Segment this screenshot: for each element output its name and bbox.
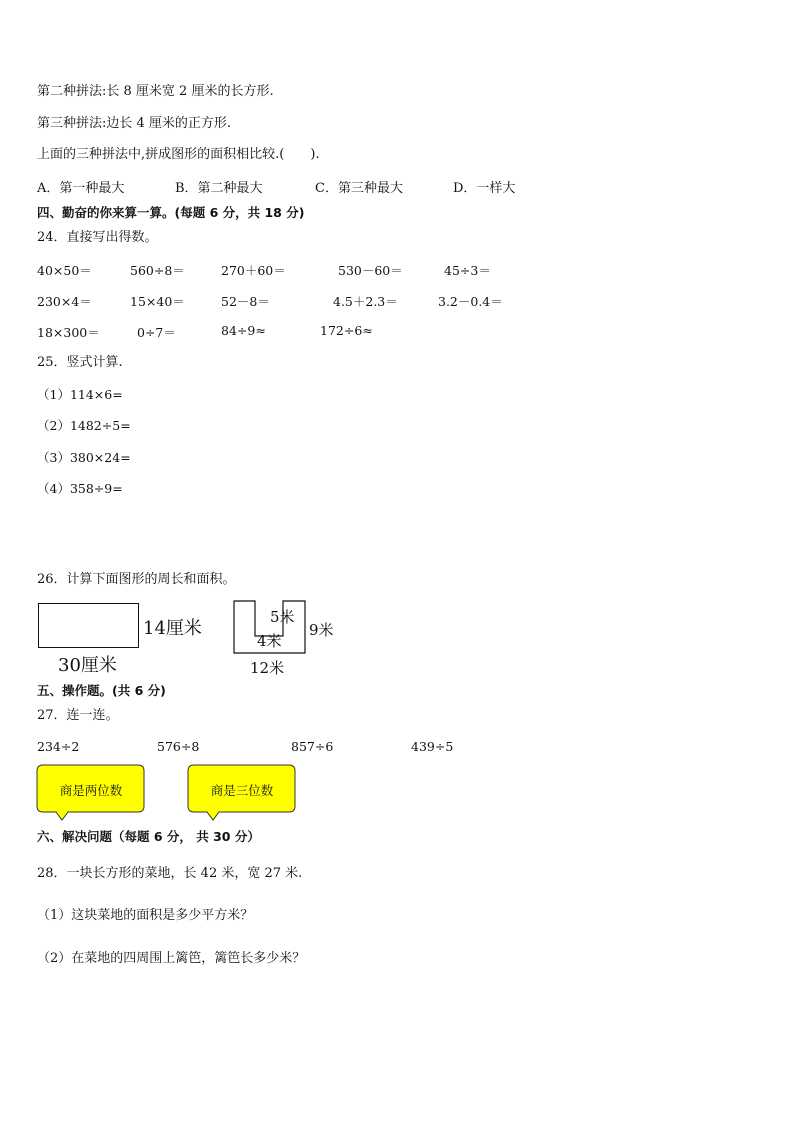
q27-title: 27．连一连。 bbox=[37, 708, 119, 723]
q25-item: （3）380×24= bbox=[37, 450, 131, 465]
q27-expression: 576÷8 bbox=[157, 739, 200, 754]
q25-item: （1）114×6= bbox=[37, 387, 123, 402]
q23-option-a: A．第一种最大 bbox=[37, 181, 125, 196]
shape-height-label: 9米 bbox=[309, 621, 334, 639]
q25-item: （2）1482÷5= bbox=[37, 418, 131, 433]
notch-width-label: 5米 bbox=[270, 608, 295, 626]
q27-expression: 857÷6 bbox=[291, 739, 334, 754]
q28-part2: （2）在菜地的四周围上篱笆，篱笆长多少米？ bbox=[37, 951, 306, 966]
q23-prompt: 上面的三种拼法中,拼成图形的面积相比较.( ). bbox=[37, 147, 320, 162]
q23-option-c: C．第三种最大 bbox=[315, 181, 403, 196]
q24-item: 84÷9≈ bbox=[221, 323, 266, 338]
q24-item: 560÷8＝ bbox=[130, 263, 185, 278]
q23-line3: 第三种拼法:边长 4 厘米的正方形. bbox=[37, 116, 232, 131]
section4-title: 四、勤奋的你来算一算。(每题 6 分，共 18 分) bbox=[37, 205, 305, 220]
q24-item: 52－8＝ bbox=[221, 294, 270, 309]
q24-item: 18×300＝ bbox=[37, 325, 100, 340]
q24-item: 15×40＝ bbox=[130, 294, 185, 309]
callout-three-digit-label: 商是三位数 bbox=[210, 783, 274, 798]
q24-item: 3.2－0.4＝ bbox=[438, 294, 503, 309]
q24-item: 45÷3＝ bbox=[444, 263, 491, 278]
q27-expression: 234÷2 bbox=[37, 739, 80, 754]
q26-rectangle bbox=[38, 603, 139, 648]
rect-height-label: 14厘米 bbox=[143, 618, 202, 639]
q23-line2: 第二种拼法:长 8 厘米宽 2 厘米的长方形. bbox=[37, 84, 274, 99]
q23-option-b: B．第二种最大 bbox=[175, 181, 263, 196]
q24-title: 24．直接写出得数。 bbox=[37, 230, 158, 245]
q24-item: 4.5＋2.3＝ bbox=[333, 294, 398, 309]
q27-expression: 439÷5 bbox=[411, 739, 454, 754]
q24-item: 270＋60＝ bbox=[221, 263, 286, 278]
q28-title: 28．一块长方形的菜地，长 42 米，宽 27 米. bbox=[37, 866, 303, 881]
callout-two-digit-quotient[interactable] bbox=[36, 764, 146, 822]
q28-part1: （1）这块菜地的面积是多少平方米？ bbox=[37, 908, 254, 923]
q25-item: （4）358÷9= bbox=[37, 481, 123, 496]
q24-item: 40×50＝ bbox=[37, 263, 92, 278]
callout-three-digit-quotient[interactable] bbox=[187, 764, 297, 822]
section5-title: 五、操作题。(共 6 分) bbox=[37, 683, 166, 698]
shape-width-label: 12米 bbox=[250, 659, 285, 677]
q24-item: 172÷6≈ bbox=[320, 323, 373, 338]
q26-title: 26．计算下面图形的周长和面积。 bbox=[37, 572, 236, 587]
q25-title: 25．竖式计算. bbox=[37, 355, 123, 370]
notch-depth-label: 4米 bbox=[257, 632, 282, 650]
callout-two-digit-label: 商是两位数 bbox=[59, 783, 123, 798]
rect-width-label: 30厘米 bbox=[58, 655, 117, 676]
q23-option-d: D．一样大 bbox=[453, 181, 516, 196]
q24-item: 0÷7＝ bbox=[137, 325, 176, 340]
q24-item: 530－60＝ bbox=[338, 263, 403, 278]
q24-item: 230×4＝ bbox=[37, 294, 92, 309]
section6-title: 六、解决问题（每题 6 分， 共 30 分） bbox=[37, 829, 260, 844]
